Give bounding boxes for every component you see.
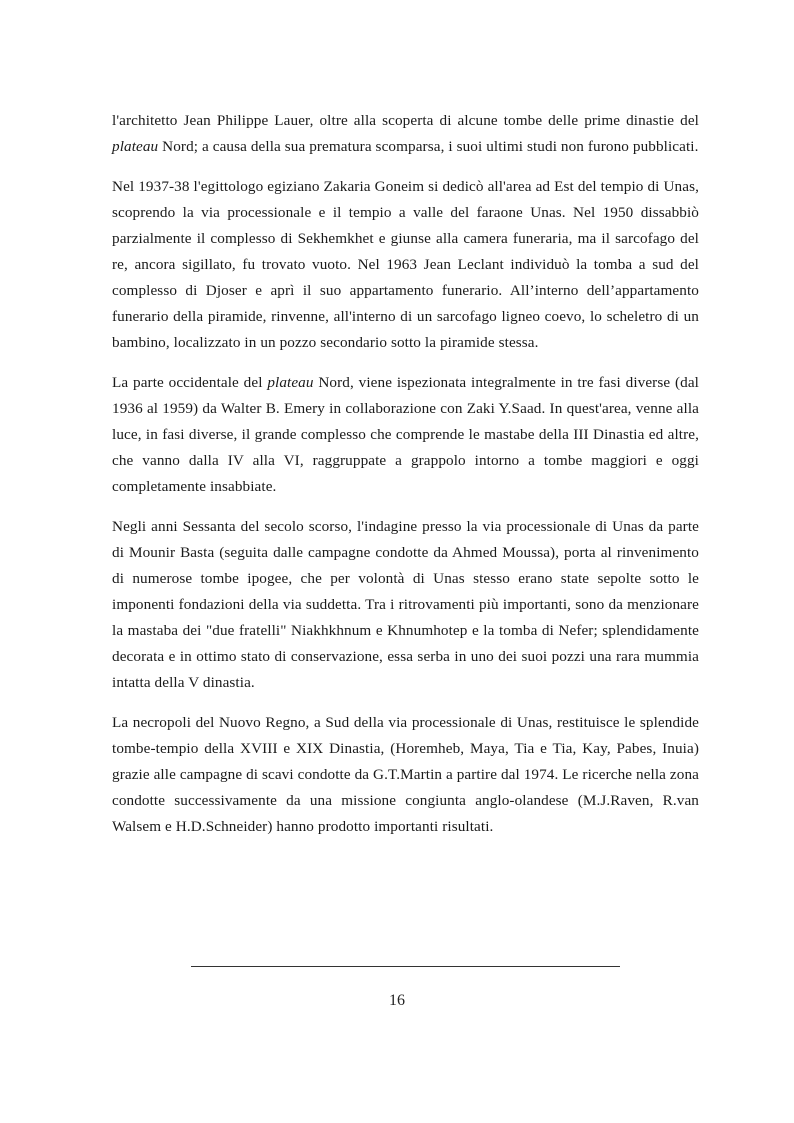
paragraph-3-text-a: La parte occidentale del xyxy=(112,374,268,391)
paragraph-4 xyxy=(112,514,699,696)
paragraph-5-text: La necropoli del Nuovo Regno, a Sud della via processionale di Unas, restituisce le splendide tombe-tempio della XVIII e XIX Dinastia, (Horemheb, Maya, Tia e Tia, Kay, Pabes, Inuia) grazie alle campagne di scavi condotte da G.T.Martin a partire dal 1974. Le ricerche nella zona condotte successivamente da una missione congiunta anglo-olandese (M.J.Raven, R.van Walsem e H.D.Schneider) hanno prodotto importanti risultati. xyxy=(112,714,699,835)
footer-divider xyxy=(191,966,620,967)
paragraph-3 xyxy=(112,370,699,500)
paragraph-3-text-b: Nord, viene ispezionata integralmente in tre fasi diverse (dal 1936 al 1959) da Walter B. Emery in collaborazione con Zaki Y.Saad. In quest'area, venne alla luce, in fasi diverse, il grande complesso che comprende le mastabe della III Dinastia ed altre, che vanno dalla IV alla VI, raggruppate a grappolo intorno a tombe maggiori e oggi completamente insabbiate. xyxy=(112,374,699,495)
paragraph-2 xyxy=(112,174,699,356)
paragraph-1-text-b: Nord; a causa della sua prematura scomparsa, i suoi ultimi studi non furono pubblicati. xyxy=(158,138,699,155)
paragraph-1 xyxy=(112,108,699,160)
paragraph-4-text: Negli anni Sessanta del secolo scorso, l'indagine presso la via processionale di Unas da parte di Mounir Basta (seguita dalle campagne condotte da Ahmed Moussa), porta al rinvenimento di numerose tombe ipogee, che per volontà di Unas stesso erano state sepolte sotto le imponenti fondazioni della via suddetta. Tra i ritrovamenti più importanti, sono da menzionare la mastaba dei "due fratelli" Niakhkhnum e Khnumhotep e la tomba di Nefer; splendidamente decorata e in ottimo stato di conservazione, essa serba in uno dei suoi pozzi una rara mummia intatta della V dinastia. xyxy=(112,518,699,691)
page-number: 16 xyxy=(389,992,405,1009)
paragraph-5 xyxy=(112,710,699,840)
paragraph-1-italic-plateau: plateau xyxy=(112,138,159,155)
paragraph-1-text-a: l'architetto Jean Philippe Lauer, oltre alla scoperta di alcune tombe delle prime dinastie del xyxy=(112,112,699,129)
paragraph-2-text: Nel 1937-38 l'egittologo egiziano Zakaria Goneim si dedicò all'area ad Est del tempio di Unas, scoprendo la via processionale e il tempio a valle del faraone Unas. Nel 1950 dissabbiò parzialmente il complesso di Sekhemkhet e giunse alla camera funeraria, ma il sarcofago del re, ancora sigillato, fu trovato vuoto. Nel 1963 Jean Leclant individuò la tomba a sud del complesso di Djoser e aprì il suo appartamento funerario. All’interno dell’appartamento funerario della piramide, rinvenne, all'interno di un sarcofago ligneo coevo, lo scheletro di un bambino, localizzato in un pozzo secondario sotto la piramide stessa. xyxy=(112,178,699,351)
paragraph-3-italic-plateau: plateau xyxy=(267,374,314,391)
document-body xyxy=(112,108,699,854)
